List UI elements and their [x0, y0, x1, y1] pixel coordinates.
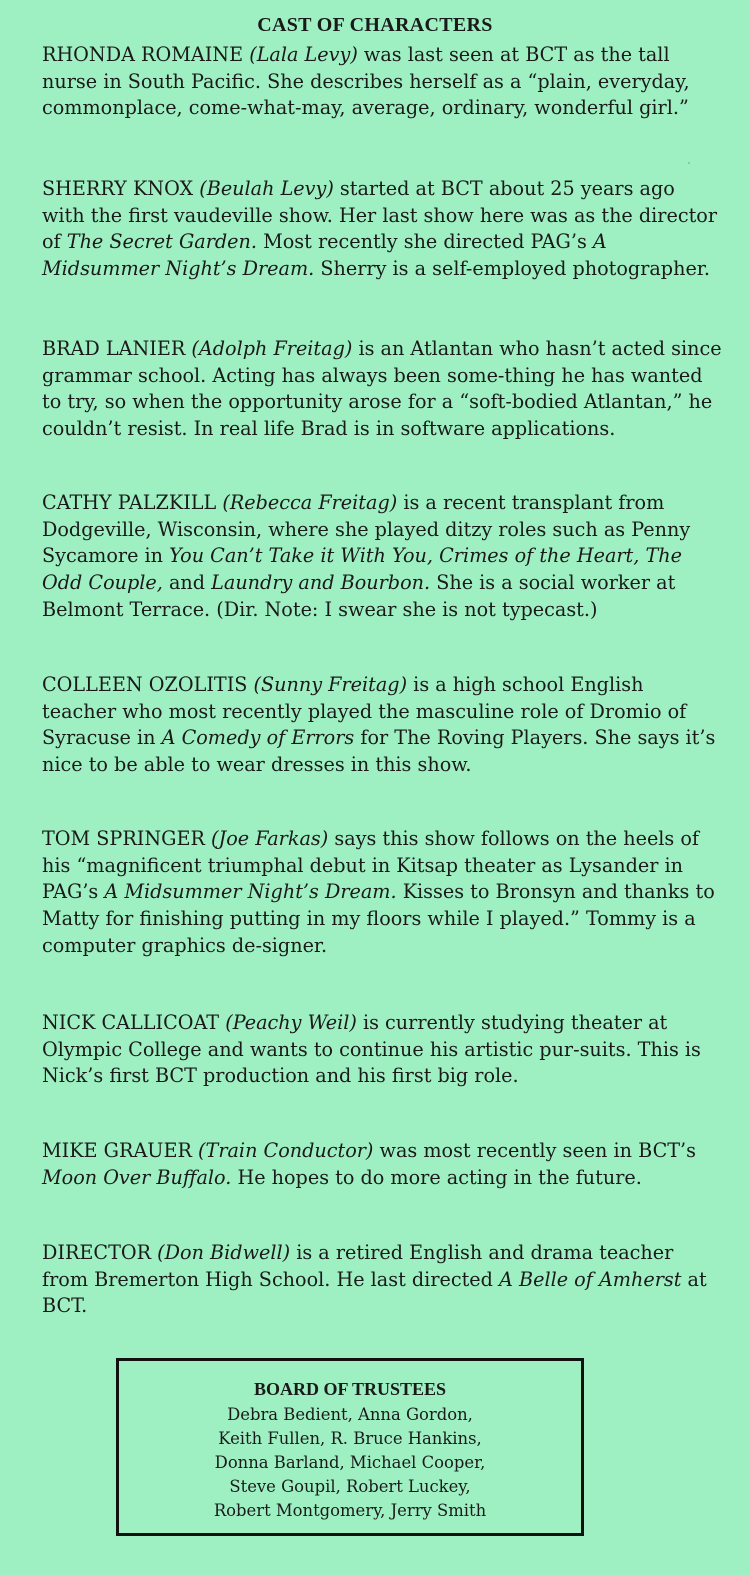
bio-text: COLLEEN OZOLITIS — [42, 673, 254, 696]
bio-italic-text: (Adolph Freitag) — [191, 337, 353, 360]
bio-italic-text: (Rebecca Freitag) — [222, 491, 398, 514]
bio-director — [42, 1240, 722, 1320]
bio-text: BRAD LANIER — [42, 337, 192, 360]
bio-cathy-palzkill — [42, 490, 722, 624]
bio-italic-text: A Midsummer Night’s Dream. — [42, 230, 607, 281]
bio-italic-text: A Comedy of Errors — [161, 726, 355, 750]
bio-italic-text: Laundry and Bourbon. — [211, 571, 431, 595]
page-heading: CAST OF CHARACTERS — [257, 14, 493, 36]
bio-italic-text: (Lala Levy) — [249, 43, 358, 66]
bio-italic-text: (Sunny Freitag) — [253, 673, 408, 696]
bio-italic-text: (Peachy Weil) — [225, 1011, 357, 1034]
paper-speck — [688, 162, 690, 164]
bio-italic-text: Moon Over Buffalo. — [42, 1165, 232, 1189]
bio-text: is an Atlantan who hasn’t acted since grammar school. Acting has always been some-thing he has wanted to try, so when the opportunity arose for a “soft-bodied Atlantan,” he couldn’t resist. In real life Brad is in software applications. — [42, 337, 722, 441]
bio-text: She is a social worker at Belmont Terrace. (Dir. Note: I swear she is not typecast.) — [42, 571, 676, 621]
board-member-line: Debra Bedient, Anna Gordon, — [227, 1405, 473, 1424]
bio-text: is a high school English teacher who most recently played the masculine role of Dromio of Syracuse in — [42, 673, 687, 750]
bio-nick-callicoat — [42, 1010, 722, 1090]
board-title: BOARD OF TRUSTEES — [253, 1379, 447, 1399]
bio-sherry-knox — [42, 176, 722, 283]
bio-text: TOM SPRINGER — [42, 827, 212, 850]
board-member-line: Donna Barland, Michael Cooper, — [214, 1453, 486, 1472]
board-member-line: Keith Fullen, R. Bruce Hankins, — [218, 1429, 482, 1448]
bio-text: was last seen at BCT as the tall nurse in South Pacific. She describes herself as a “plain, everyday, commonplace, come-what-may, average, ordinary, wonderful girl.” — [42, 43, 690, 120]
bio-text: RHONDA ROMAINE — [42, 43, 250, 66]
bio-italic-text: A Midsummer Night’s Dream. — [104, 880, 397, 904]
bio-text: is currently studying theater at Olympic College and wants to continue his artistic pur-suits. This is Nick’s first BCT production and his first big role. — [42, 1011, 701, 1088]
bio-italic-text: A Belle of Amherst — [499, 1267, 682, 1291]
bio-italic-text: (Beulah Levy) — [199, 177, 334, 200]
bio-text: says this show follows on the heels of his “magnificent triumphal debut in Kitsap theater as Lysander in PAG’s — [42, 827, 700, 904]
bio-text: CATHY PALZKILL — [42, 491, 223, 514]
bio-italic-text: The Secret Garden. — [66, 230, 257, 254]
bio-text: NICK CALLICOAT — [42, 1011, 226, 1034]
board-of-trustees-box — [116, 1358, 584, 1536]
bio-italic-text: (Train Conductor) — [198, 1139, 374, 1162]
bio-text: is a retired English and drama teacher from Bremerton High School. He last directed — [42, 1241, 674, 1291]
bio-rhonda-romaine — [42, 42, 722, 122]
bio-text: DIRECTOR — [42, 1241, 158, 1264]
bio-text: was most recently seen in BCT’s — [373, 1139, 696, 1162]
bio-text: and — [162, 571, 212, 595]
bio-text: Most recently she directed PAG’s — [257, 230, 593, 254]
bio-colleen-ozolitis — [42, 672, 722, 779]
bio-text: at BCT. — [42, 1267, 707, 1318]
bio-italic-text: (Don Bidwell) — [157, 1241, 291, 1264]
bio-text: He hopes to do more acting in the future. — [231, 1165, 642, 1189]
bio-italic-text: (Joe Farkas) — [211, 827, 329, 850]
bio-italic-text: You Can’t Take it With You, Crimes of the Heart, The Odd Couple, — [42, 544, 682, 595]
bio-text: is a recent transplant from Dodgeville, Wisconsin, where she played ditzy roles such as Penny Sycamore in — [42, 491, 691, 568]
bio-brad-lanier — [42, 336, 722, 443]
bio-text: started at BCT about 25 years ago with the first vaudeville show. Her last show here was as the director of — [42, 177, 718, 254]
bio-tom-springer — [42, 826, 722, 960]
bio-text: SHERRY KNOX — [42, 177, 200, 200]
bio-text: Sherry is a self-employed photographer. — [314, 257, 710, 281]
bio-text: for The Roving Players. She says it’s nice to be able to wear dresses in this show. — [42, 726, 716, 777]
bio-text: MIKE GRAUER — [42, 1139, 199, 1162]
board-member-line: Robert Montgomery, Jerry Smith — [213, 1501, 487, 1520]
board-member-line: Steve Goupil, Robert Luckey, — [229, 1477, 471, 1496]
bio-text: Kisses to Bronsyn and thanks to Matty for finishing putting in my floors while I played.” Tommy is a computer graphics de-signer. — [42, 880, 715, 957]
bio-mike-grauer — [42, 1138, 722, 1191]
